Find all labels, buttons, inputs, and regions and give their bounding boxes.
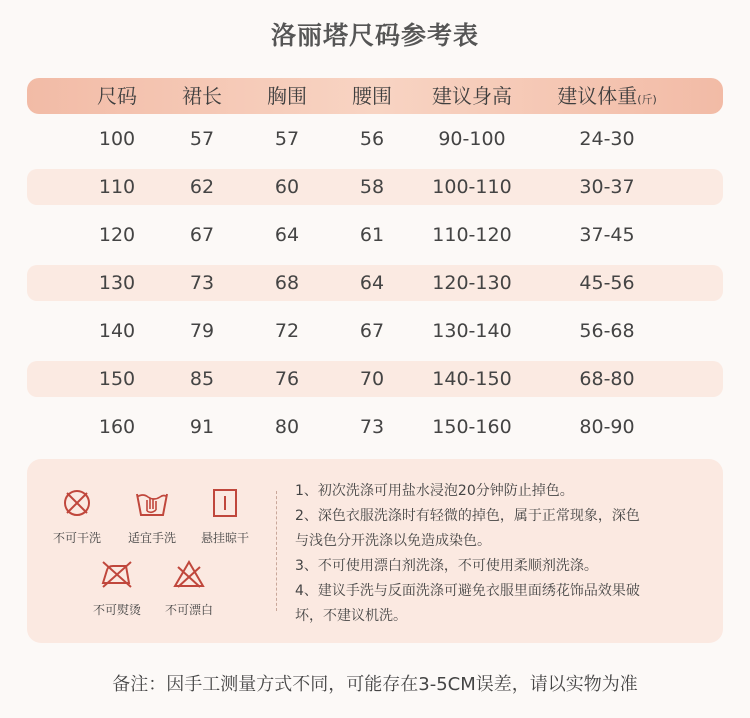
no-bleach-icon [172, 559, 206, 589]
cell-height: 150-160 [432, 416, 512, 438]
cell-size: 100 [98, 128, 136, 150]
cell-height: 110-120 [432, 224, 512, 246]
table-row [27, 169, 723, 205]
cell-height: 130-140 [432, 320, 512, 342]
cell-waist: 61 [359, 224, 385, 246]
header-size: 尺码 [97, 84, 137, 108]
header-weight [547, 78, 667, 114]
cell-height: 90-100 [438, 128, 506, 150]
no-dry-clean-icon [61, 487, 93, 519]
cell-waist: 64 [359, 272, 385, 294]
table-row [27, 265, 723, 301]
cell-weight: 45-56 [579, 272, 635, 294]
cell-height: 120-130 [432, 272, 512, 294]
cell-waist: 56 [359, 128, 385, 150]
cell-bust: 64 [274, 224, 300, 246]
care-instructions-panel [27, 459, 723, 643]
care-note: 与浅色分开洗涤以免造成染色。 [295, 533, 491, 549]
cell-size: 160 [98, 416, 136, 438]
care-note: 坏，不建议机洗。 [295, 608, 407, 624]
hand-wash-icon [134, 487, 170, 519]
cell-weight: 68-80 [579, 368, 635, 390]
cell-size: 150 [98, 368, 136, 390]
table-row [27, 121, 723, 157]
cell-size: 140 [98, 320, 136, 342]
header-bust: 胸围 [267, 84, 307, 108]
page-title: 洛丽塔尺码参考表 [270, 21, 479, 50]
footer-note: 备注：因手工测量方式不同，可能存在3-5CM误差，请以实物为准 [112, 674, 638, 695]
care-note: 1、初次洗涤可用盐水浸泡20分钟防止掉色。 [295, 483, 574, 499]
no-iron-icon [99, 559, 135, 589]
cell-weight: 37-45 [579, 224, 635, 246]
cell-skirt-length: 67 [189, 224, 215, 246]
care-note: 3、不可使用漂白剂洗涤，不可使用柔顺剂洗涤。 [295, 558, 598, 574]
hang-dry-icon [211, 487, 239, 519]
cell-bust: 76 [274, 368, 300, 390]
cell-bust: 68 [274, 272, 300, 294]
table-row [27, 217, 723, 253]
cell-weight: 56-68 [579, 320, 635, 342]
header-weight-label: 建议体重 [557, 84, 638, 108]
cell-skirt-length: 91 [189, 416, 215, 438]
cell-skirt-length: 62 [189, 176, 215, 198]
hang-dry-label: 悬挂晾干 [200, 531, 249, 545]
cell-waist: 70 [359, 368, 385, 390]
care-notes [295, 479, 715, 629]
cell-size: 110 [98, 176, 136, 198]
no-bleach-label: 不可漂白 [164, 603, 213, 617]
no-dry-clean-label: 不可干洗 [52, 531, 101, 545]
cell-skirt-length: 79 [189, 320, 215, 342]
header-waist: 腰围 [352, 84, 392, 108]
header-skirt-length: 裙长 [182, 84, 222, 108]
cell-bust: 80 [274, 416, 300, 438]
cell-skirt-length: 85 [189, 368, 215, 390]
header-height: 建议身高 [432, 84, 512, 108]
cell-weight: 80-90 [579, 416, 635, 438]
table-header [27, 78, 723, 114]
no-iron-label: 不可熨烫 [92, 603, 141, 617]
cell-bust: 72 [274, 320, 300, 342]
cell-weight: 24-30 [579, 128, 635, 150]
cell-bust: 60 [274, 176, 300, 198]
care-note: 2、深色衣服洗涤时有轻微的掉色，属于正常现象，深色 [295, 508, 640, 524]
header-weight-unit: (斤) [637, 93, 657, 106]
cell-bust: 57 [274, 128, 300, 150]
care-note: 4、建议手洗与反面洗涤可避免衣服里面绣花饰品效果破 [295, 583, 640, 599]
cell-waist: 58 [359, 176, 385, 198]
cell-height: 100-110 [432, 176, 512, 198]
table-row [27, 313, 723, 349]
cell-height: 140-150 [432, 368, 512, 390]
cell-skirt-length: 73 [189, 272, 215, 294]
cell-size: 120 [98, 224, 136, 246]
table-row [27, 361, 723, 397]
hand-wash-label: 适宜手洗 [127, 531, 176, 545]
cell-waist: 73 [359, 416, 385, 438]
cell-size: 130 [98, 272, 136, 294]
cell-skirt-length: 57 [189, 128, 215, 150]
cell-weight: 30-37 [579, 176, 635, 198]
table-row [27, 409, 723, 445]
cell-waist: 67 [359, 320, 385, 342]
divider [276, 491, 277, 611]
